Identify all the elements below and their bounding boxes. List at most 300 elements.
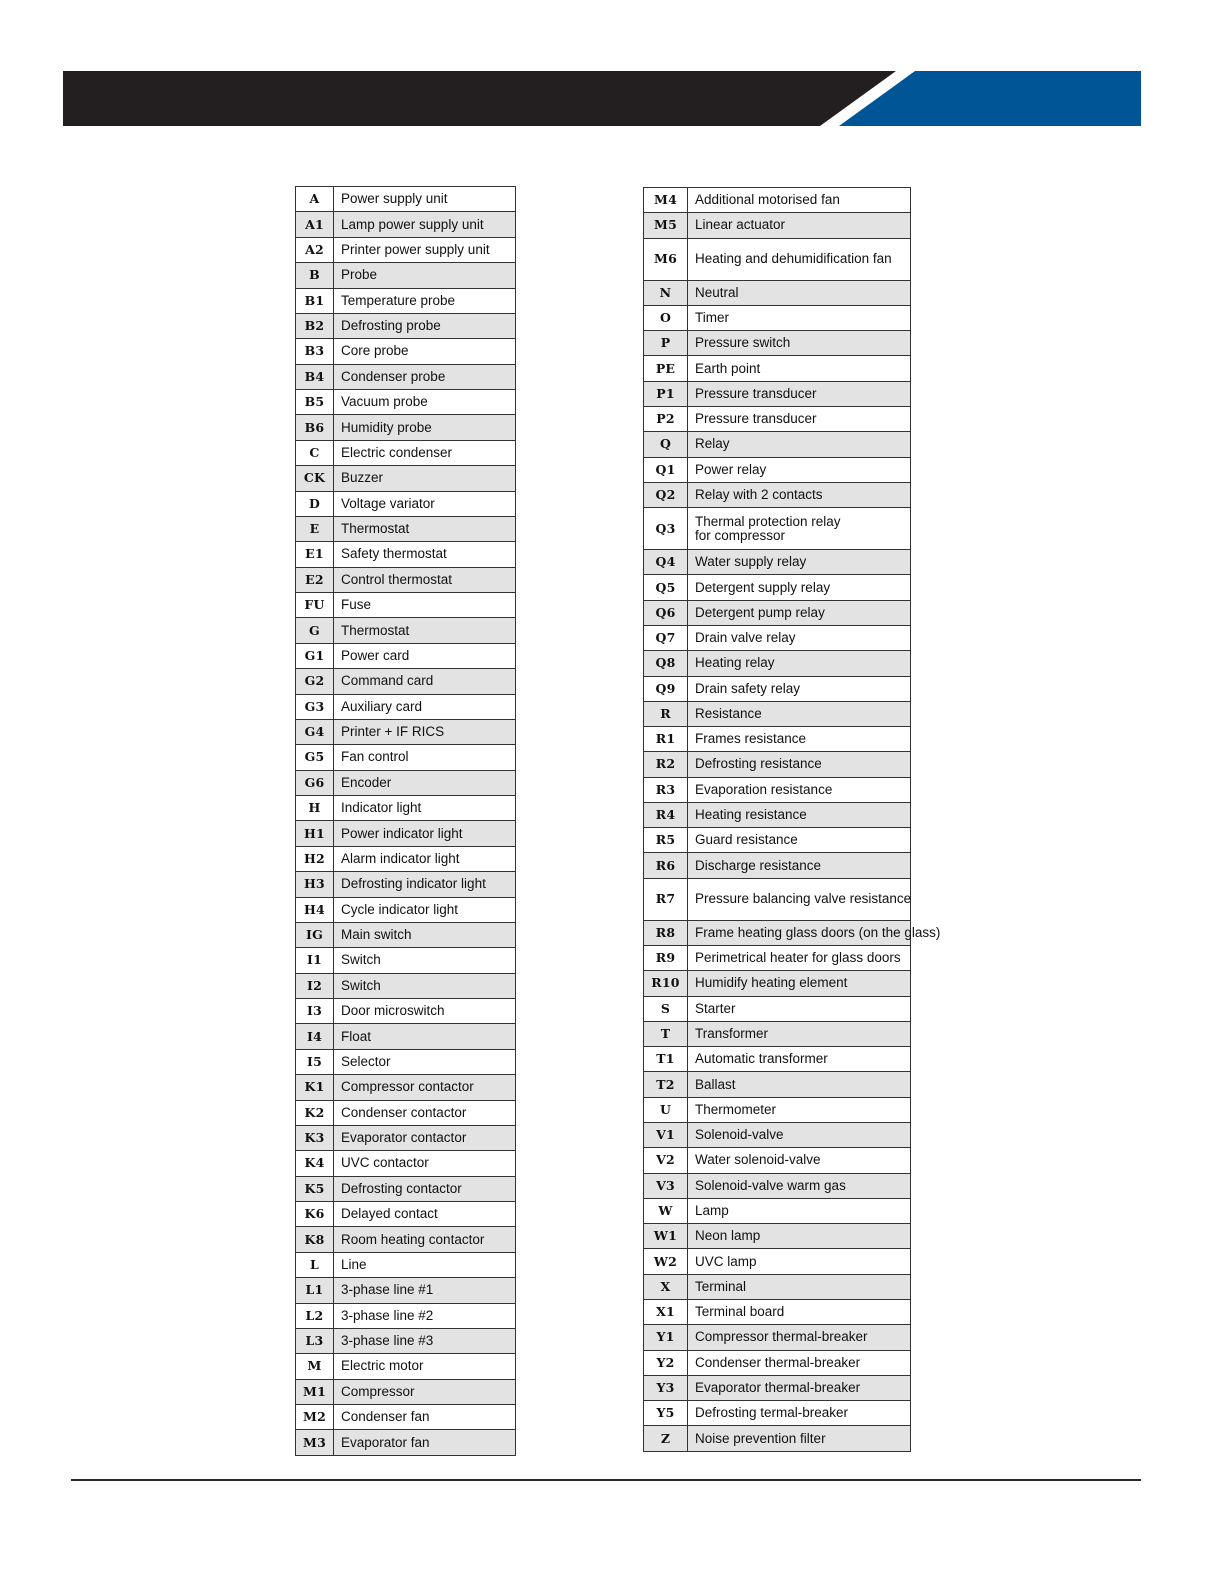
legend-code: R3 (644, 777, 688, 802)
legend-row (644, 701, 911, 726)
legend-row (296, 466, 516, 491)
legend-row (296, 212, 516, 237)
legend-description: Resistance (688, 701, 911, 726)
legend-code: D (296, 491, 334, 516)
legend-code: H1 (296, 821, 334, 846)
legend-row (296, 390, 516, 415)
legend-description: UVC lamp (688, 1249, 911, 1274)
legend-description: Power indicator light (334, 821, 516, 846)
legend-description: Power relay (688, 457, 911, 482)
legend-description: Command card (334, 669, 516, 694)
legend-description: Neon lamp (688, 1224, 911, 1249)
legend-description: Timer (688, 305, 911, 330)
legend-code: K1 (296, 1075, 334, 1100)
legend-row (644, 1123, 911, 1148)
legend-code: P1 (644, 381, 688, 406)
legend-row (296, 1151, 516, 1176)
legend-description: Electric motor (334, 1354, 516, 1379)
legend-row (644, 878, 911, 920)
legend-code: P (644, 331, 688, 356)
legend-row (644, 651, 911, 676)
legend-row (644, 1047, 911, 1072)
legend-description: UVC contactor (334, 1151, 516, 1176)
legend-description: Defrosting termal-breaker (688, 1401, 911, 1426)
legend-code: X (644, 1274, 688, 1299)
legend-code: Z (644, 1426, 688, 1451)
legend-description: Printer power supply unit (334, 237, 516, 262)
legend-code: W1 (644, 1224, 688, 1249)
legend-code: Q4 (644, 550, 688, 575)
legend-row (296, 948, 516, 973)
legend-code: T1 (644, 1047, 688, 1072)
legend-code: R9 (644, 946, 688, 971)
legend-code: PE (644, 356, 688, 381)
legend-row (296, 897, 516, 922)
legend-description: Temperature probe (334, 288, 516, 313)
legend-row (296, 288, 516, 313)
legend-description: Lamp power supply unit (334, 212, 516, 237)
legend-code: Q2 (644, 482, 688, 507)
legend-row (296, 542, 516, 567)
legend-code: H (296, 796, 334, 821)
legend-code: B6 (296, 415, 334, 440)
legend-code: K4 (296, 1151, 334, 1176)
legend-description: Transformer (688, 1021, 911, 1046)
legend-code: N (644, 280, 688, 305)
legend-code: W2 (644, 1249, 688, 1274)
legend-code: I1 (296, 948, 334, 973)
legend-code: Q9 (644, 676, 688, 701)
legend-code: G6 (296, 770, 334, 795)
legend-description: Safety thermostat (334, 542, 516, 567)
legend-code: M5 (644, 213, 688, 238)
legend-description: Linear actuator (688, 213, 911, 238)
legend-row (644, 802, 911, 827)
legend-code: G4 (296, 719, 334, 744)
legend-row (644, 213, 911, 238)
legend-row (296, 339, 516, 364)
legend-description: Detergent pump relay (688, 600, 911, 625)
legend-code: R7 (644, 878, 688, 920)
legend-table-left-body (296, 187, 516, 1456)
legend-row (644, 752, 911, 777)
legend-code: Q5 (644, 575, 688, 600)
legend-row (296, 593, 516, 618)
legend-row (644, 482, 911, 507)
legend-code: Q6 (644, 600, 688, 625)
legend-row (296, 313, 516, 338)
legend-table-right (643, 187, 941, 1452)
legend-description: Drain valve relay (688, 625, 911, 650)
legend-description: Indicator light (334, 796, 516, 821)
legend-description: 3-phase line #1 (334, 1278, 516, 1303)
legend-description: Defrosting contactor (334, 1176, 516, 1201)
legend-description: Humidify heating element (688, 971, 911, 996)
legend-row (644, 828, 911, 853)
legend-code: M1 (296, 1379, 334, 1404)
legend-row (644, 676, 911, 701)
legend-description: Pressure transducer (688, 406, 911, 431)
legend-code: L1 (296, 1278, 334, 1303)
legend-row (644, 625, 911, 650)
legend-code: R8 (644, 920, 688, 945)
legend-description: Delayed contact (334, 1202, 516, 1227)
legend-code: R (644, 701, 688, 726)
legend-code: A2 (296, 237, 334, 262)
legend-code: M4 (644, 188, 688, 213)
legend-row (644, 1350, 911, 1375)
legend-row (644, 777, 911, 802)
legend-description: Evaporator thermal-breaker (688, 1375, 911, 1400)
legend-row (644, 853, 911, 878)
legend-row (296, 999, 516, 1024)
legend-description: Heating and dehumidification fan (688, 238, 911, 280)
legend-row (296, 1024, 516, 1049)
legend-row (644, 1148, 911, 1173)
legend-description: Water solenoid-valve (688, 1148, 911, 1173)
legend-code: B3 (296, 339, 334, 364)
legend-description: Encoder (334, 770, 516, 795)
legend-description: Guard resistance (688, 828, 911, 853)
header-dark-band (63, 71, 896, 126)
legend-description: Thermal protection relay for compressor (688, 508, 911, 550)
legend-code: B5 (296, 390, 334, 415)
legend-row (296, 846, 516, 871)
legend-code: W (644, 1198, 688, 1223)
legend-description: Evaporator fan (334, 1430, 516, 1455)
legend-row (296, 1100, 516, 1125)
legend-description: Terminal board (688, 1299, 911, 1324)
legend-code: FU (296, 593, 334, 618)
legend-description: Condenser contactor (334, 1100, 516, 1125)
legend-row (644, 1173, 911, 1198)
legend-description: Terminal (688, 1274, 911, 1299)
legend-row (296, 491, 516, 516)
legend-code: I3 (296, 999, 334, 1024)
legend-code: K3 (296, 1125, 334, 1150)
legend-row (644, 508, 911, 550)
legend-description: Thermostat (334, 618, 516, 643)
legend-description: Detergent supply relay (688, 575, 911, 600)
legend-row (644, 1426, 911, 1451)
legend-code: R2 (644, 752, 688, 777)
legend-description: Cycle indicator light (334, 897, 516, 922)
legend-code: Q1 (644, 457, 688, 482)
legend-code: H3 (296, 872, 334, 897)
legend-description: Control thermostat (334, 567, 516, 592)
legend-code: Y2 (644, 1350, 688, 1375)
legend-row (296, 567, 516, 592)
legend-description: Power supply unit (334, 187, 516, 212)
legend-code: I5 (296, 1049, 334, 1074)
legend-row (644, 406, 911, 431)
legend-row (296, 1278, 516, 1303)
legend-code: Y3 (644, 1375, 688, 1400)
legend-row (644, 946, 911, 971)
legend-row (644, 920, 911, 945)
legend-row (644, 1249, 911, 1274)
legend-row (296, 618, 516, 643)
legend-description: Core probe (334, 339, 516, 364)
header-banner-graphic (63, 71, 1141, 126)
legend-description: Defrosting indicator light (334, 872, 516, 897)
legend-code: O (644, 305, 688, 330)
legend-code: K6 (296, 1202, 334, 1227)
legend-description: Water supply relay (688, 550, 911, 575)
legend-row (644, 1299, 911, 1324)
legend-row (296, 263, 516, 288)
legend-code: Q7 (644, 625, 688, 650)
legend-description: Fuse (334, 593, 516, 618)
legend-description: Automatic transformer (688, 1047, 911, 1072)
legend-row (644, 381, 911, 406)
legend-description: Neutral (688, 280, 911, 305)
legend-row (296, 237, 516, 262)
legend-row (644, 305, 911, 330)
legend-description: Buzzer (334, 466, 516, 491)
legend-code: M6 (644, 238, 688, 280)
legend-code: R1 (644, 727, 688, 752)
legend-description: Defrosting resistance (688, 752, 911, 777)
legend-code: M (296, 1354, 334, 1379)
legend-description: Condenser thermal-breaker (688, 1350, 911, 1375)
legend-description: Pressure balancing valve resistance (688, 878, 911, 920)
legend-description: Earth point (688, 356, 911, 381)
legend-row (296, 821, 516, 846)
legend-description: Compressor contactor (334, 1075, 516, 1100)
legend-description: Ballast (688, 1072, 911, 1097)
legend-code: R6 (644, 853, 688, 878)
legend-row (296, 1125, 516, 1150)
legend-code: R4 (644, 802, 688, 827)
legend-description: Pressure transducer (688, 381, 911, 406)
legend-description: Lamp (688, 1198, 911, 1223)
legend-code: B1 (296, 288, 334, 313)
legend-description: Discharge resistance (688, 853, 911, 878)
legend-description: Defrosting probe (334, 313, 516, 338)
legend-row (644, 432, 911, 457)
legend-code: K5 (296, 1176, 334, 1201)
legend-code: IG (296, 922, 334, 947)
legend-row (296, 745, 516, 770)
legend-row (296, 1354, 516, 1379)
legend-description: Door microswitch (334, 999, 516, 1024)
legend-code: E1 (296, 542, 334, 567)
legend-row (644, 996, 911, 1021)
legend-description: 3-phase line #3 (334, 1328, 516, 1353)
legend-code: Q8 (644, 651, 688, 676)
legend-row (644, 1072, 911, 1097)
legend-code: M2 (296, 1405, 334, 1430)
legend-code: V3 (644, 1173, 688, 1198)
legend-row (296, 1252, 516, 1277)
legend-description: Relay (688, 432, 911, 457)
legend-row (296, 440, 516, 465)
legend-row (296, 1405, 516, 1430)
legend-description: Main switch (334, 922, 516, 947)
legend-description: Evaporator contactor (334, 1125, 516, 1150)
legend-row (644, 1097, 911, 1122)
legend-row (644, 550, 911, 575)
legend-description: Solenoid-valve warm gas (688, 1173, 911, 1198)
legend-row (296, 669, 516, 694)
legend-code: V2 (644, 1148, 688, 1173)
legend-description: Relay with 2 contacts (688, 482, 911, 507)
legend-description: Frames resistance (688, 727, 911, 752)
legend-code: A1 (296, 212, 334, 237)
legend-row (644, 331, 911, 356)
legend-code: E (296, 516, 334, 541)
legend-row (644, 1375, 911, 1400)
legend-description: Float (334, 1024, 516, 1049)
legend-description: Noise prevention filter (688, 1426, 911, 1451)
legend-row (644, 188, 911, 213)
legend-row (296, 770, 516, 795)
legend-row (296, 1430, 516, 1455)
legend-row (296, 516, 516, 541)
legend-row (296, 922, 516, 947)
legend-description: Heating resistance (688, 802, 911, 827)
legend-description: Evaporation resistance (688, 777, 911, 802)
legend-table-left (295, 186, 516, 1456)
legend-code: B (296, 263, 334, 288)
legend-row (296, 1379, 516, 1404)
legend-description: Power card (334, 643, 516, 668)
legend-code: H4 (296, 897, 334, 922)
legend-row (296, 415, 516, 440)
legend-row (644, 727, 911, 752)
header-banner (63, 71, 1141, 126)
legend-description: Switch (334, 973, 516, 998)
legend-code: H2 (296, 846, 334, 871)
legend-row (296, 973, 516, 998)
legend-description: Condenser probe (334, 364, 516, 389)
legend-description: Room heating contactor (334, 1227, 516, 1252)
legend-row (644, 1224, 911, 1249)
legend-description: Frame heating glass doors (on the glass) (688, 920, 911, 945)
legend-code: P2 (644, 406, 688, 431)
legend-code: G (296, 618, 334, 643)
legend-code: T2 (644, 1072, 688, 1097)
legend-description: Thermometer (688, 1097, 911, 1122)
legend-code: R5 (644, 828, 688, 853)
legend-code: V1 (644, 1123, 688, 1148)
legend-description: Probe (334, 263, 516, 288)
legend-code: G3 (296, 694, 334, 719)
legend-code: K8 (296, 1227, 334, 1252)
legend-description: Auxiliary card (334, 694, 516, 719)
legend-description: Switch (334, 948, 516, 973)
legend-description: Vacuum probe (334, 390, 516, 415)
legend-row (296, 1049, 516, 1074)
legend-table-right-body (644, 188, 941, 1452)
legend-code: G5 (296, 745, 334, 770)
legend-description: Printer + IF RICS (334, 719, 516, 744)
legend-code: R10 (644, 971, 688, 996)
legend-row (296, 1303, 516, 1328)
legend-description: Perimetrical heater for glass doors (688, 946, 911, 971)
legend-row (296, 187, 516, 212)
legend-description: Selector (334, 1049, 516, 1074)
legend-code: B2 (296, 313, 334, 338)
legend-row (644, 457, 911, 482)
legend-code: CK (296, 466, 334, 491)
legend-code: I4 (296, 1024, 334, 1049)
legend-row (296, 643, 516, 668)
legend-code: I2 (296, 973, 334, 998)
legend-description: Solenoid-valve (688, 1123, 911, 1148)
legend-row (644, 1198, 911, 1223)
legend-description: Line (334, 1252, 516, 1277)
legend-description: Additional motorised fan (688, 188, 911, 213)
legend-description: Pressure switch (688, 331, 911, 356)
legend-row (296, 364, 516, 389)
legend-row (296, 1202, 516, 1227)
legend-row (644, 356, 911, 381)
legend-code: S (644, 996, 688, 1021)
legend-code: U (644, 1097, 688, 1122)
legend-description: 3-phase line #2 (334, 1303, 516, 1328)
legend-row (296, 872, 516, 897)
legend-description: Humidity probe (334, 415, 516, 440)
legend-row (644, 1401, 911, 1426)
legend-row (296, 1227, 516, 1252)
legend-code: G2 (296, 669, 334, 694)
legend-code: T (644, 1021, 688, 1046)
legend-description: Fan control (334, 745, 516, 770)
legend-description: Compressor thermal-breaker (688, 1325, 911, 1350)
legend-description: Condenser fan (334, 1405, 516, 1430)
legend-description: Electric condenser (334, 440, 516, 465)
legend-code: G1 (296, 643, 334, 668)
legend-row (296, 1328, 516, 1353)
legend-row (296, 1075, 516, 1100)
legend-row (644, 971, 911, 996)
legend-description: Drain safety relay (688, 676, 911, 701)
legend-row (644, 600, 911, 625)
legend-description: Starter (688, 996, 911, 1021)
legend-code: L (296, 1252, 334, 1277)
legend-code: Q (644, 432, 688, 457)
legend-row (296, 796, 516, 821)
legend-row (644, 575, 911, 600)
legend-code: L3 (296, 1328, 334, 1353)
legend-description: Voltage variator (334, 491, 516, 516)
legend-code: A (296, 187, 334, 212)
legend-code: B4 (296, 364, 334, 389)
legend-row (296, 694, 516, 719)
legend-code: Q3 (644, 508, 688, 550)
legend-row (296, 719, 516, 744)
legend-code: E2 (296, 567, 334, 592)
legend-code: X1 (644, 1299, 688, 1324)
legend-code: M3 (296, 1430, 334, 1455)
legend-code: C (296, 440, 334, 465)
legend-code: L2 (296, 1303, 334, 1328)
legend-description: Compressor (334, 1379, 516, 1404)
legend-row (644, 1274, 911, 1299)
legend-description: Heating relay (688, 651, 911, 676)
legend-row (644, 280, 911, 305)
legend-code: Y1 (644, 1325, 688, 1350)
legend-description: Thermostat (334, 516, 516, 541)
legend-row (644, 1021, 911, 1046)
legend-description: Alarm indicator light (334, 846, 516, 871)
legend-code: K2 (296, 1100, 334, 1125)
footer-divider (71, 1479, 1141, 1481)
legend-row (644, 238, 911, 280)
legend-row (296, 1176, 516, 1201)
